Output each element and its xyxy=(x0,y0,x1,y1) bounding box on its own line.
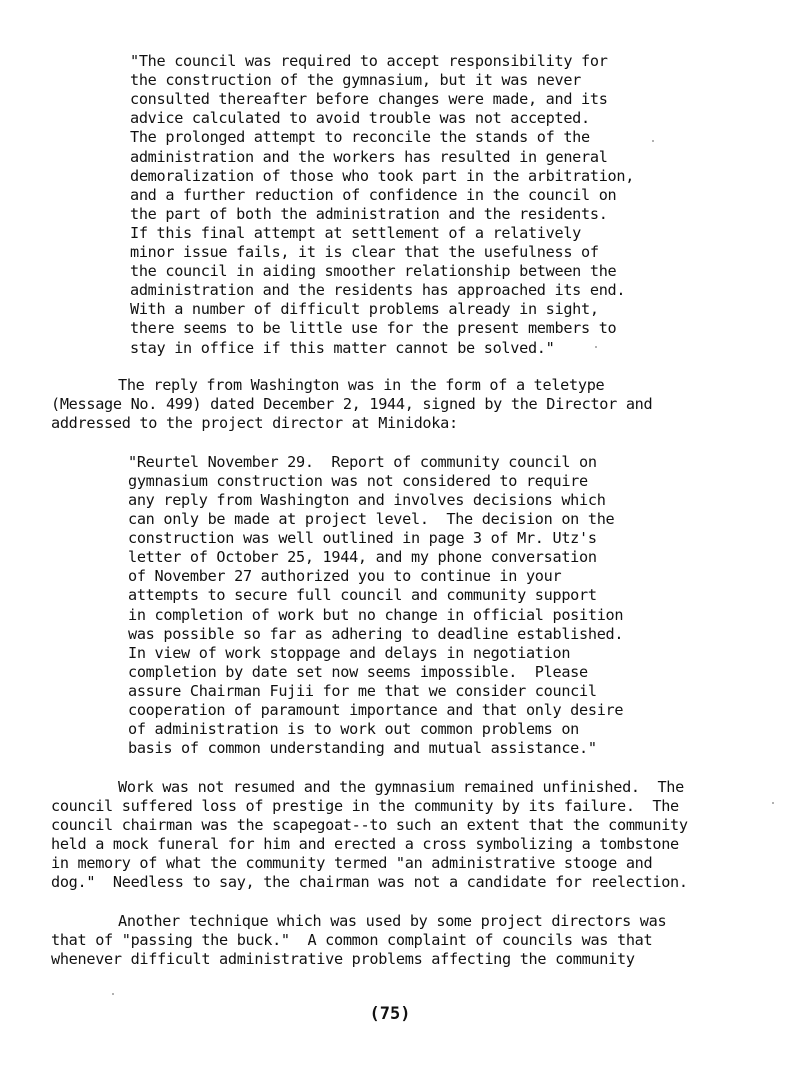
quote1-line: With a number of difficult problems already in sight, xyxy=(130,300,599,318)
quote2-line: attempts to secure full council and community support xyxy=(128,586,597,604)
quote1-line: and a further reduction of confidence in the council on xyxy=(130,186,617,204)
quote1-line: administration and the workers has resulted in general xyxy=(130,148,608,166)
para2-line: held a mock funeral for him and erected a cross symbolizing a tombstone xyxy=(51,835,679,853)
quote2-line: basis of common understanding and mutual assistance." xyxy=(128,739,597,757)
quote1-line: If this final attempt at settlement of a relatively xyxy=(130,224,582,242)
quote2-line: gymnasium construction was not considered to require xyxy=(128,472,588,490)
para2-line: council suffered loss of prestige in the community by its failure. The xyxy=(51,797,679,815)
quote2-line: assure Chairman Fujii for me that we consider council xyxy=(128,682,597,700)
para3-line: that of "passing the buck." A common complaint of councils was that xyxy=(51,931,653,949)
scan-speck xyxy=(652,140,654,142)
quote1-line: the part of both the administration and the residents. xyxy=(130,205,608,223)
para2-line: council chairman was the scapegoat--to such an extent that the community xyxy=(51,816,688,834)
quote2-line: "Reurtel November 29. Report of community council on xyxy=(128,453,597,471)
para2-line: in memory of what the community termed "an administrative stooge and xyxy=(51,854,653,872)
para2-line: dog." Needless to say, the chairman was not a candidate for reelection. xyxy=(51,873,688,891)
quote1-line: the council in aiding smoother relationship between the xyxy=(130,262,617,280)
quote2-line: was possible so far as adhering to deadline established. xyxy=(128,625,624,643)
quote2-line: in completion of work but no change in official position xyxy=(128,606,624,624)
para3-line: Another technique which was used by some project directors was xyxy=(118,912,667,930)
quote2-line: of administration is to work out common problems on xyxy=(128,720,580,738)
quote2-line: letter of October 25, 1944, and my phone conversation xyxy=(128,548,597,566)
quote2-line: In view of work stoppage and delays in negotiation xyxy=(128,644,571,662)
quote2-line: construction was well outlined in page 3 of Mr. Utz's xyxy=(128,529,597,547)
quote1-line: advice calculated to avoid trouble was not accepted. xyxy=(130,109,590,127)
quote1-line: consulted thereafter before changes were made, and its xyxy=(130,90,608,108)
para1-line: (Message No. 499) dated December 2, 1944, signed by the Director and xyxy=(51,395,653,413)
para1-line: The reply from Washington was in the form of a teletype xyxy=(118,376,605,394)
quote2-line: of November 27 authorized you to continue in your xyxy=(128,567,562,585)
para1-line: addressed to the project director at Minidoka: xyxy=(51,414,458,432)
quote1-line: there seems to be little use for the present members to xyxy=(130,319,617,337)
quote1-line: The prolonged attempt to reconcile the stands of the xyxy=(130,128,590,146)
quote2-line: cooperation of paramount importance and that only desire xyxy=(128,701,624,719)
para3-line: whenever difficult administrative problems affecting the community xyxy=(51,950,635,968)
quote1-line: "The council was required to accept responsibility for xyxy=(130,52,608,70)
para2-line: Work was not resumed and the gymnasium remained unfinished. The xyxy=(118,778,684,796)
quote2-line: can only be made at project level. The decision on the xyxy=(128,510,615,528)
quote1-line: demoralization of those who took part in the arbitration, xyxy=(130,167,635,185)
quote1-line: minor issue fails, it is clear that the usefulness of xyxy=(130,243,599,261)
quote1-line: the construction of the gymnasium, but it was never xyxy=(130,71,582,89)
page-number: (75) xyxy=(369,1004,411,1024)
scan-speck xyxy=(112,993,114,995)
quote1-line: stay in office if this matter cannot be solved." xyxy=(130,339,555,357)
quote1-line: administration and the residents has approached its end. xyxy=(130,281,626,299)
quote2-line: completion by date set now seems impossible. Please xyxy=(128,663,588,681)
quote2-line: any reply from Washington and involves decisions which xyxy=(128,491,606,509)
scan-speck xyxy=(772,802,774,804)
scan-speck xyxy=(595,346,597,348)
